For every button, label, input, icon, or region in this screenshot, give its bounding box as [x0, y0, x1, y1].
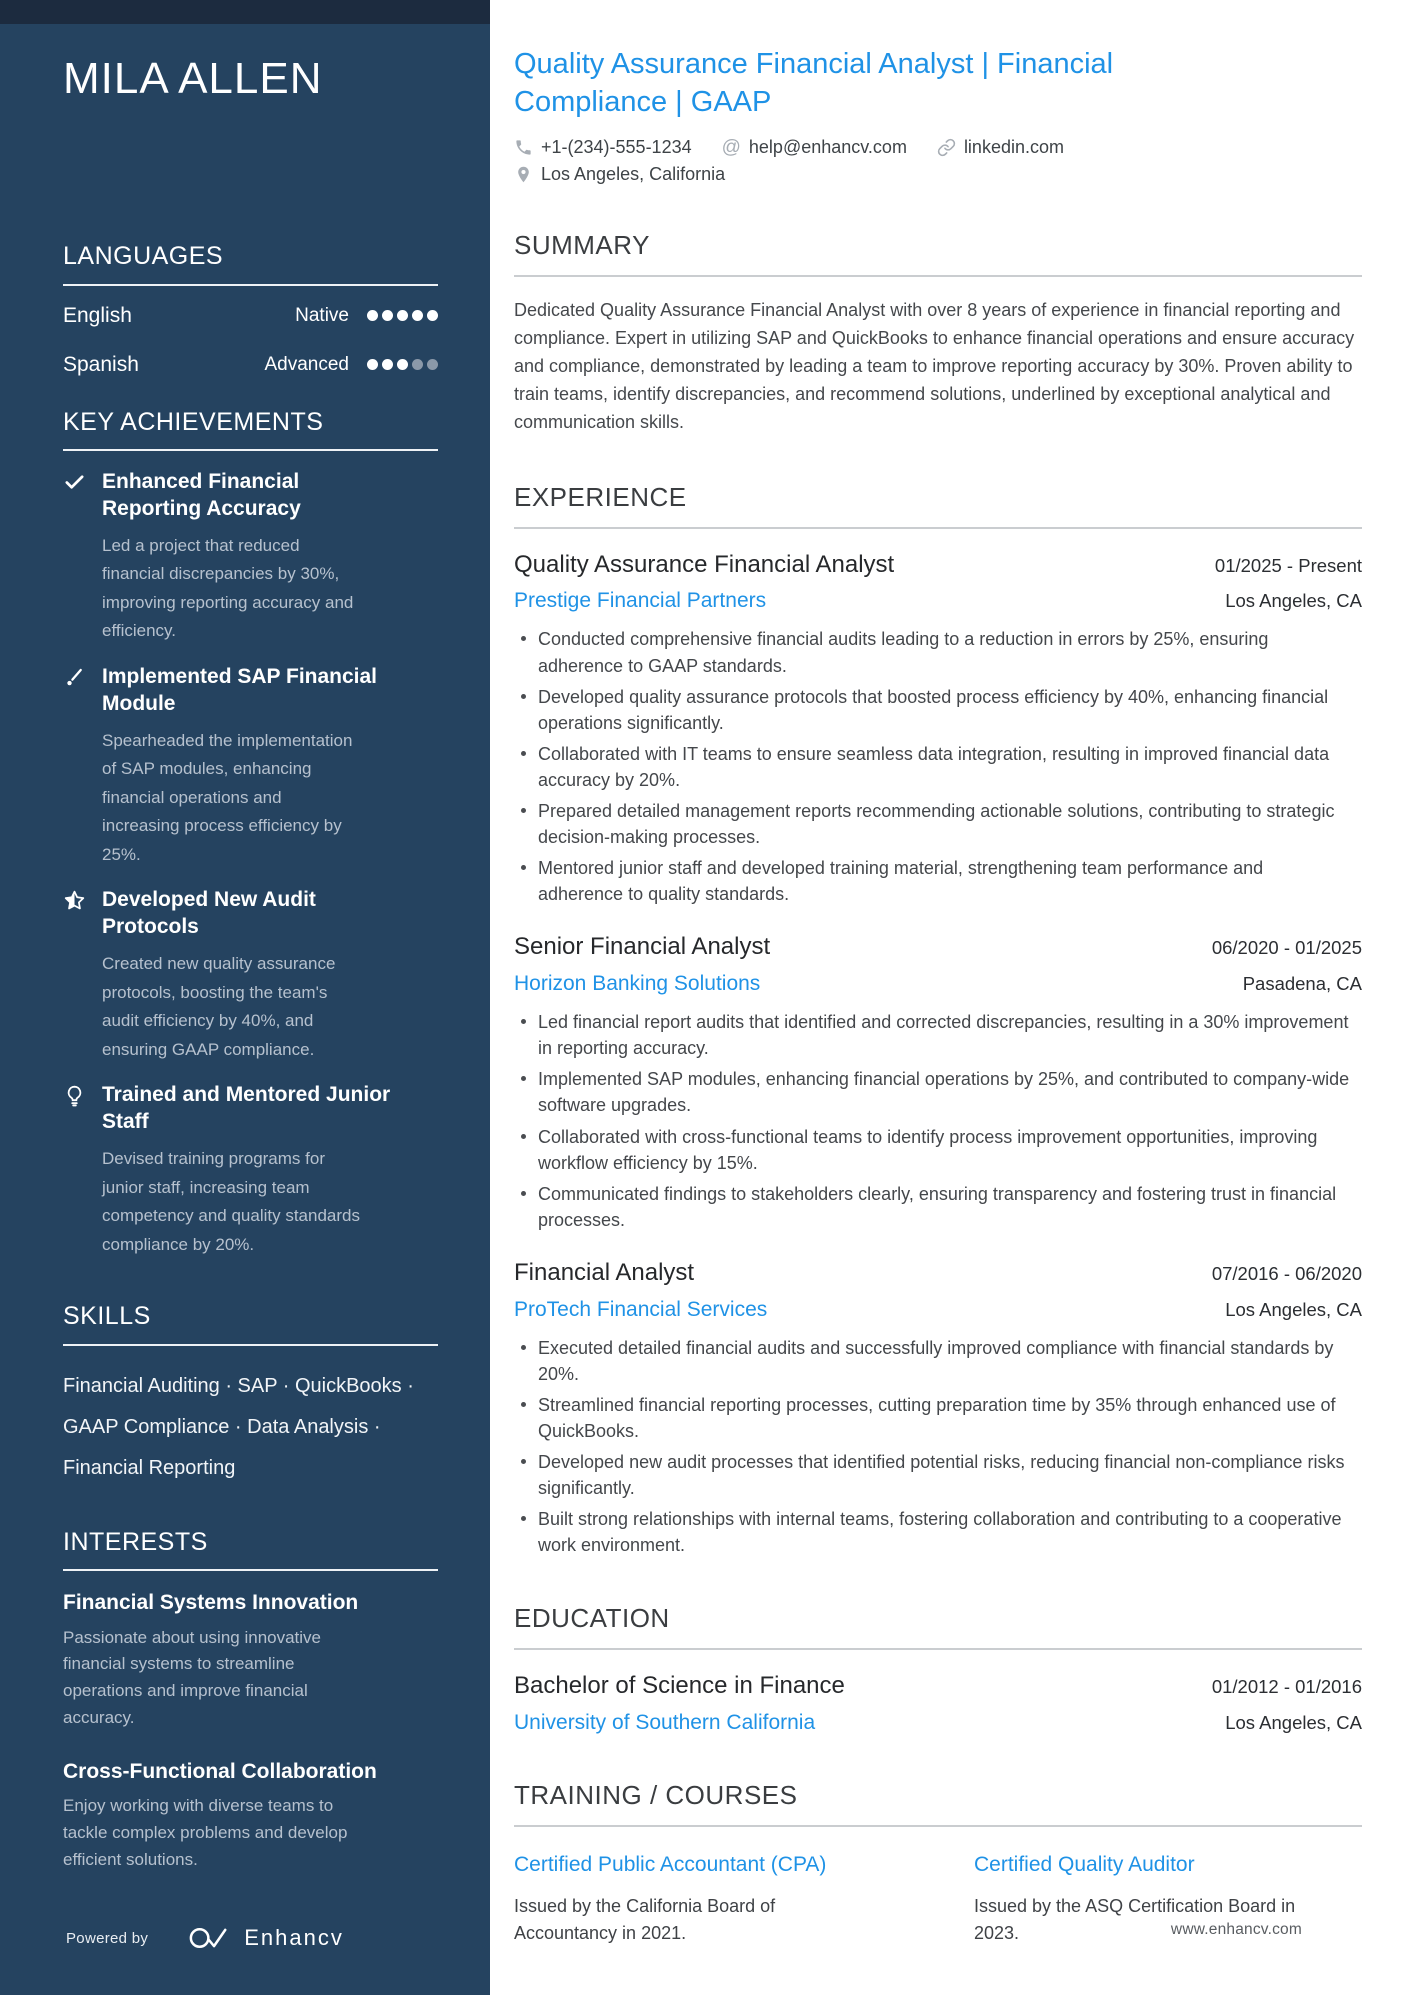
interests-section — [63, 1529, 438, 1874]
experience-heading: EXPERIENCE — [514, 481, 687, 512]
contact-row — [514, 137, 1362, 158]
proficiency-dot — [397, 310, 408, 321]
interest-text: Passionate about using innovative financial systems to streamline operations and improve financial accuracy. — [63, 1627, 322, 1728]
contact-row — [514, 164, 1362, 185]
job-dates: 06/2020 - 01/2025 — [1211, 937, 1362, 959]
link-icon — [937, 138, 956, 157]
achievement-text: Devised training programs for junior staff, increasing team competency and quality standards compliance by 20%. — [102, 1149, 360, 1254]
job-header-row — [514, 933, 1362, 962]
job-title: Financial Analyst — [514, 1258, 695, 1286]
job-header-row — [514, 551, 1362, 580]
proficiency-dot — [412, 310, 423, 321]
check-icon — [63, 471, 86, 494]
half-star-icon — [63, 889, 86, 912]
interests-heading: INTERESTS — [63, 1527, 208, 1556]
divider — [63, 284, 438, 286]
job-entry — [514, 551, 1362, 908]
contact-block — [514, 137, 1362, 185]
job-entry — [514, 933, 1362, 1233]
training-heading: TRAINING / COURSES — [514, 1780, 798, 1811]
divider — [514, 275, 1362, 277]
skills-section — [63, 1303, 438, 1489]
job-entry — [514, 1259, 1362, 1559]
job-subheader-row — [514, 1298, 1362, 1322]
language-level: Advanced — [264, 353, 349, 375]
course-description: Issued by the California Board of Accountancy in 2021. — [514, 1896, 776, 1944]
language-level: Native — [295, 304, 349, 326]
location-value: Los Angeles, California — [541, 164, 726, 185]
course-entry — [974, 1851, 1362, 1947]
degree-title: Bachelor of Science in Finance — [514, 1672, 845, 1700]
powered-by-label: Powered by — [66, 1929, 149, 1947]
at-icon: @ — [721, 137, 741, 159]
linkedin-text: linkedin.com — [963, 137, 1064, 158]
job-location: Los Angeles, CA — [1225, 1298, 1362, 1320]
achievement-text: Led a project that reduced financial discrepancies by 30%, improving reporting accuracy and efficiency. — [102, 535, 354, 641]
achievement-body — [102, 664, 402, 869]
job-title: Quality Assurance Financial Analyst — [514, 550, 895, 578]
experience-section — [514, 483, 1362, 1559]
job-bullet: Streamlined financial reporting processes, cutting preparation time by 35% through enhanced use of QuickBooks. — [514, 1392, 1350, 1444]
job-bullet: Implemented SAP modules, enhancing financial operations by 25%, and contributed to company-wide software upgrades. — [514, 1066, 1350, 1118]
location-pin-icon — [514, 165, 533, 184]
job-subheader-row — [514, 972, 1362, 996]
proficiency-dot — [382, 310, 393, 321]
phone-icon — [514, 138, 533, 157]
course-description: Issued by the ASQ Certification Board in 2023. — [974, 1896, 1296, 1944]
interest-text: Enjoy working with diverse teams to tackle complex problems and develop efficient solutions. — [63, 1796, 348, 1870]
wrench-icon — [63, 666, 86, 689]
jobs-list — [514, 551, 1362, 1559]
company-name: Prestige Financial Partners — [514, 589, 767, 613]
job-location: Los Angeles, CA — [1225, 590, 1362, 612]
email-text: help@enhancv.com — [748, 137, 907, 158]
course-name: Certified Public Accountant (CPA) — [514, 1853, 827, 1877]
skills-heading: SKILLS — [63, 1302, 151, 1331]
interest-item — [63, 1758, 438, 1874]
achievement-body — [102, 887, 402, 1064]
job-bullet: Developed quality assurance protocols that boosted process efficiency by 40%, enhancing financial operations significantly. — [514, 684, 1350, 736]
languages-section — [63, 243, 438, 377]
email-link[interactable] — [722, 137, 907, 158]
proficiency-dot — [427, 359, 438, 370]
job-header-row — [514, 1259, 1362, 1288]
divider — [514, 1825, 1362, 1827]
achievements-section — [63, 409, 438, 1260]
sidebar — [0, 0, 490, 1995]
achievement-item — [63, 1082, 438, 1259]
enhancv-logo[interactable] — [186, 1923, 232, 1953]
language-row — [63, 353, 438, 377]
job-bullet: Led financial report audits that identified and corrected discrepancies, resulting in a 30% improvement in reporting accuracy. — [514, 1009, 1350, 1061]
proficiency-dot — [367, 359, 378, 370]
achievement-text: Created new quality assurance protocols, boosting the team's audit efficiency by 40%, and ensuring GAAP compliance. — [102, 954, 336, 1059]
company-name: Horizon Banking Solutions — [514, 972, 761, 996]
job-bullet: Collaborated with cross-functional teams to identify process improvement opportunities, improving workflow efficiency by 15%. — [514, 1124, 1350, 1176]
achievements-list — [63, 469, 438, 1259]
sidebar-footer — [66, 1923, 344, 1953]
job-location: Pasadena, CA — [1242, 973, 1362, 995]
skills-text: Financial Auditing · SAP · QuickBooks · GAAP Compliance · Data Analysis · Financial Reporting — [63, 1374, 414, 1479]
proficiency-dot — [397, 359, 408, 370]
job-dates: 07/2016 - 06/2020 — [1211, 1262, 1362, 1284]
achievement-title: Trained and Mentored Junior Staff — [102, 1083, 391, 1134]
achievement-item — [63, 469, 438, 646]
course-name: Certified Quality Auditor — [974, 1853, 1195, 1877]
interest-title: Cross-Functional Collaboration — [63, 1760, 377, 1784]
divider — [63, 1569, 438, 1571]
company-name: ProTech Financial Services — [514, 1297, 768, 1321]
proficiency-dot — [412, 359, 423, 370]
job-bullet: Communicated findings to stakeholders clearly, ensuring transparency and fostering trust in financial processes. — [514, 1181, 1350, 1233]
language-dots — [363, 310, 438, 321]
language-dots — [363, 359, 438, 370]
job-title: Senior Financial Analyst — [514, 933, 771, 961]
education-section — [514, 1604, 1362, 1735]
achievement-text: Spearheaded the implementation of SAP modules, enhancing financial operations and increasing process efficiency by 25%. — [102, 730, 353, 864]
proficiency-dot — [367, 310, 378, 321]
education-dates: 01/2012 - 01/2016 — [1211, 1676, 1362, 1698]
achievement-body — [102, 1082, 402, 1259]
divider — [514, 1648, 1362, 1650]
divider — [63, 449, 438, 451]
language-row — [63, 304, 438, 328]
job-dates: 01/2025 - Present — [1214, 554, 1362, 576]
resume-title: Quality Assurance Financial Analyst | Financial Compliance | GAAP — [514, 48, 1114, 118]
job-bullet: Conducted comprehensive financial audits leading to a reduction in errors by 25%, ensuring adherence to GAAP standards. — [514, 626, 1350, 678]
job-bullets — [514, 1335, 1362, 1559]
phone-number — [514, 137, 692, 158]
job-bullet: Executed detailed financial audits and successfully improved compliance with financial standards by 20%. — [514, 1335, 1350, 1387]
achievement-title: Developed New Audit Protocols — [102, 888, 316, 939]
linkedin-link[interactable] — [937, 137, 1064, 158]
achievement-title: Implemented SAP Financial Module — [102, 664, 378, 715]
location-text — [514, 164, 725, 185]
school-name: University of Southern California — [514, 1711, 816, 1735]
interests-list — [63, 1589, 438, 1874]
course-entry — [514, 1851, 902, 1947]
education-heading: EDUCATION — [514, 1603, 670, 1634]
lightbulb-icon — [63, 1084, 86, 1107]
job-bullet: Prepared detailed management reports recommending actionable solutions, contributing to strategic decision-making processes. — [514, 798, 1350, 850]
proficiency-dot — [427, 310, 438, 321]
achievement-body — [102, 469, 402, 646]
achievement-title: Enhanced Financial Reporting Accuracy — [102, 470, 301, 520]
main-content — [490, 0, 1410, 1995]
job-bullet: Developed new audit processes that identified potential risks, reducing financial non-compliance risks significantly. — [514, 1449, 1350, 1501]
summary-section — [514, 231, 1362, 436]
job-bullets — [514, 626, 1362, 907]
language-name: Spanish — [63, 352, 139, 376]
candidate-name: MILA ALLEN — [63, 54, 323, 103]
education-entry — [514, 1672, 1362, 1735]
achievement-item — [63, 887, 438, 1064]
divider — [514, 527, 1362, 529]
job-bullets — [514, 1009, 1362, 1233]
job-subheader-row — [514, 589, 1362, 613]
divider — [63, 1344, 438, 1346]
enhancv-website-link[interactable]: www.enhancv.com — [1170, 1921, 1302, 1938]
language-name: English — [63, 303, 132, 327]
phone-text: +1-(234)-555-1234 — [541, 137, 692, 158]
job-bullet: Collaborated with IT teams to ensure seamless data integration, resulting in improved financial data accuracy by 20%. — [514, 741, 1350, 793]
achievements-heading: KEY ACHIEVEMENTS — [63, 407, 324, 436]
summary-text: Dedicated Quality Assurance Financial Analyst with over 8 years of experience in financial reporting and compliance. Expert in utilizing SAP and QuickBooks to enhance financial operations and ensure accuracy and compliance, demonstrated by leading a team to improve reporting accuracy by 30%. Proven ability to train teams, identify discrepancies, and recommend solutions, underlined by exceptional analytical and communication skills. — [514, 300, 1355, 432]
enhancv-brand: Enhancv — [244, 1925, 344, 1950]
job-bullet: Built strong relationships with internal teams, fostering collaboration and contributing to a cooperative work environment. — [514, 1506, 1350, 1558]
achievement-item — [63, 664, 438, 869]
languages-heading: LANGUAGES — [63, 242, 224, 270]
interest-item — [63, 1589, 438, 1732]
job-bullet: Mentored junior staff and developed training material, strengthening team performance and adherence to quality standards. — [514, 855, 1350, 907]
education-location: Los Angeles, CA — [1225, 1712, 1362, 1734]
languages-list — [63, 304, 438, 377]
summary-heading: SUMMARY — [514, 230, 650, 261]
interest-title: Financial Systems Innovation — [63, 1591, 359, 1615]
proficiency-dot — [382, 359, 393, 370]
sidebar-top-band — [0, 0, 490, 24]
